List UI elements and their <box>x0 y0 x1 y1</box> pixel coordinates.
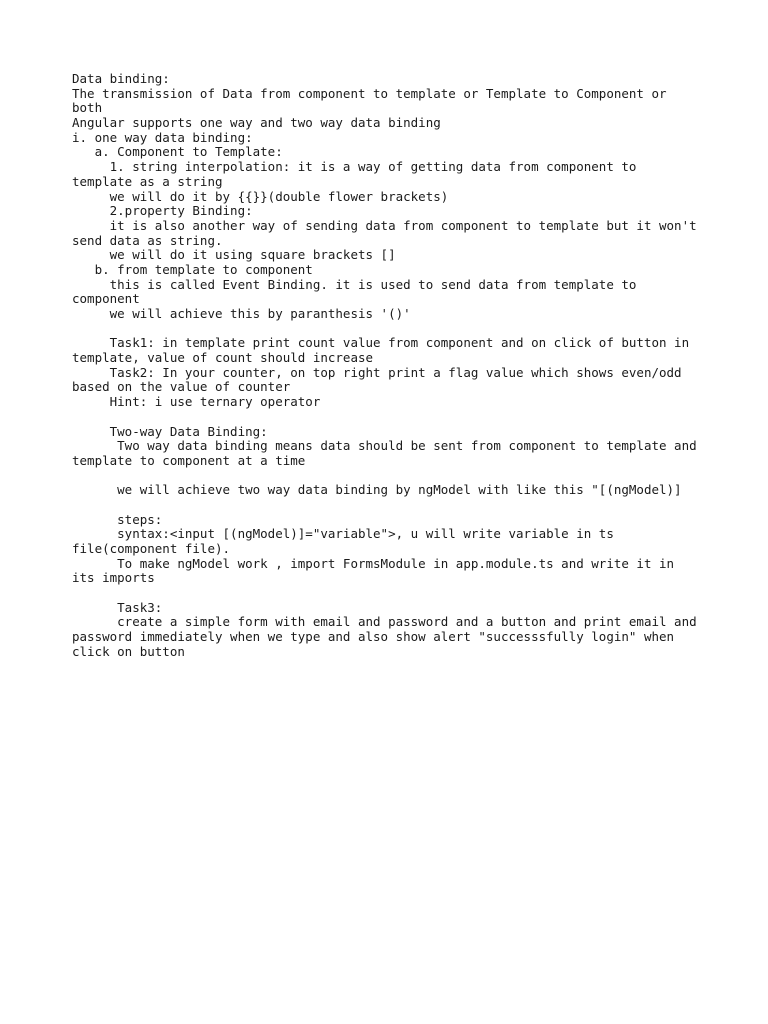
text-line: The transmission of Data from component to template or Template to Component or <box>72 85 667 101</box>
subsection-component-to-template: a. Component to Template: <box>72 144 283 160</box>
text-line: password immediately when we type and also show alert "successsfully login" when <box>72 629 675 645</box>
text-line: Angular supports one way and two way data binding <box>72 115 441 131</box>
text-line: we will do it by {{}}(double flower brackets) <box>72 188 449 204</box>
text-line: both <box>72 100 103 116</box>
steps-heading: steps: <box>72 511 163 527</box>
text-line: 2.property Binding: <box>72 203 253 219</box>
text-line: To make ngModel work , import FormsModule in app.module.ts and write it in <box>72 555 675 571</box>
text-line: based on the value of counter <box>72 379 291 395</box>
text-line: template to component at a time <box>72 452 306 468</box>
syntax-line: syntax:<input [(ngModel)]="variable">, u will write variable in ts <box>72 526 614 542</box>
blank-line <box>72 410 702 425</box>
text-line: template, value of count should increase <box>72 350 374 366</box>
section-one-way-binding: i. one way data binding: <box>72 129 253 145</box>
blank-line <box>72 469 702 484</box>
text-line: template as a string <box>72 173 223 189</box>
text-line: file(component file). <box>72 541 231 556</box>
text-line: Two way data binding means data should be sent from component to template and <box>72 438 697 454</box>
text-line: we will achieve this by paranthesis '()' <box>72 306 411 321</box>
text-line: send data as string. <box>72 232 223 248</box>
task3-heading: Task3: <box>72 599 163 615</box>
blank-line <box>72 498 702 513</box>
blank-line <box>72 586 702 601</box>
text-line: we will do it using square brackets [] <box>72 247 396 263</box>
text-line: we will achieve two way data binding by ngModel with like this "[(ngModel)] <box>72 482 682 498</box>
text-line: this is called Event Binding. it is used to send data from template to <box>72 276 637 292</box>
blank-line <box>72 322 702 337</box>
text-line: component <box>72 291 140 307</box>
text-line: create a simple form with email and password and a button and print email and <box>72 614 697 630</box>
text-line: it is also another way of sending data from component to template but it won't <box>72 217 697 233</box>
document-body <box>72 72 702 660</box>
section-two-way-binding: Two-way Data Binding: <box>72 423 268 439</box>
heading-data-binding: Data binding: <box>72 71 170 86</box>
task2-line: Task2: In your counter, on top right print a flag value which shows even/odd <box>72 364 682 380</box>
text-line: 1. string interpolation: it is a way of getting data from component to <box>72 159 637 175</box>
text-line: its imports <box>72 570 155 586</box>
subsection-template-to-component: b. from template to component <box>72 261 313 277</box>
task1-line: Task1: in template print count value from component and on click of button in <box>72 335 690 351</box>
hint-line: Hint: i use ternary operator <box>72 394 321 410</box>
text-line: click on button <box>72 643 185 659</box>
